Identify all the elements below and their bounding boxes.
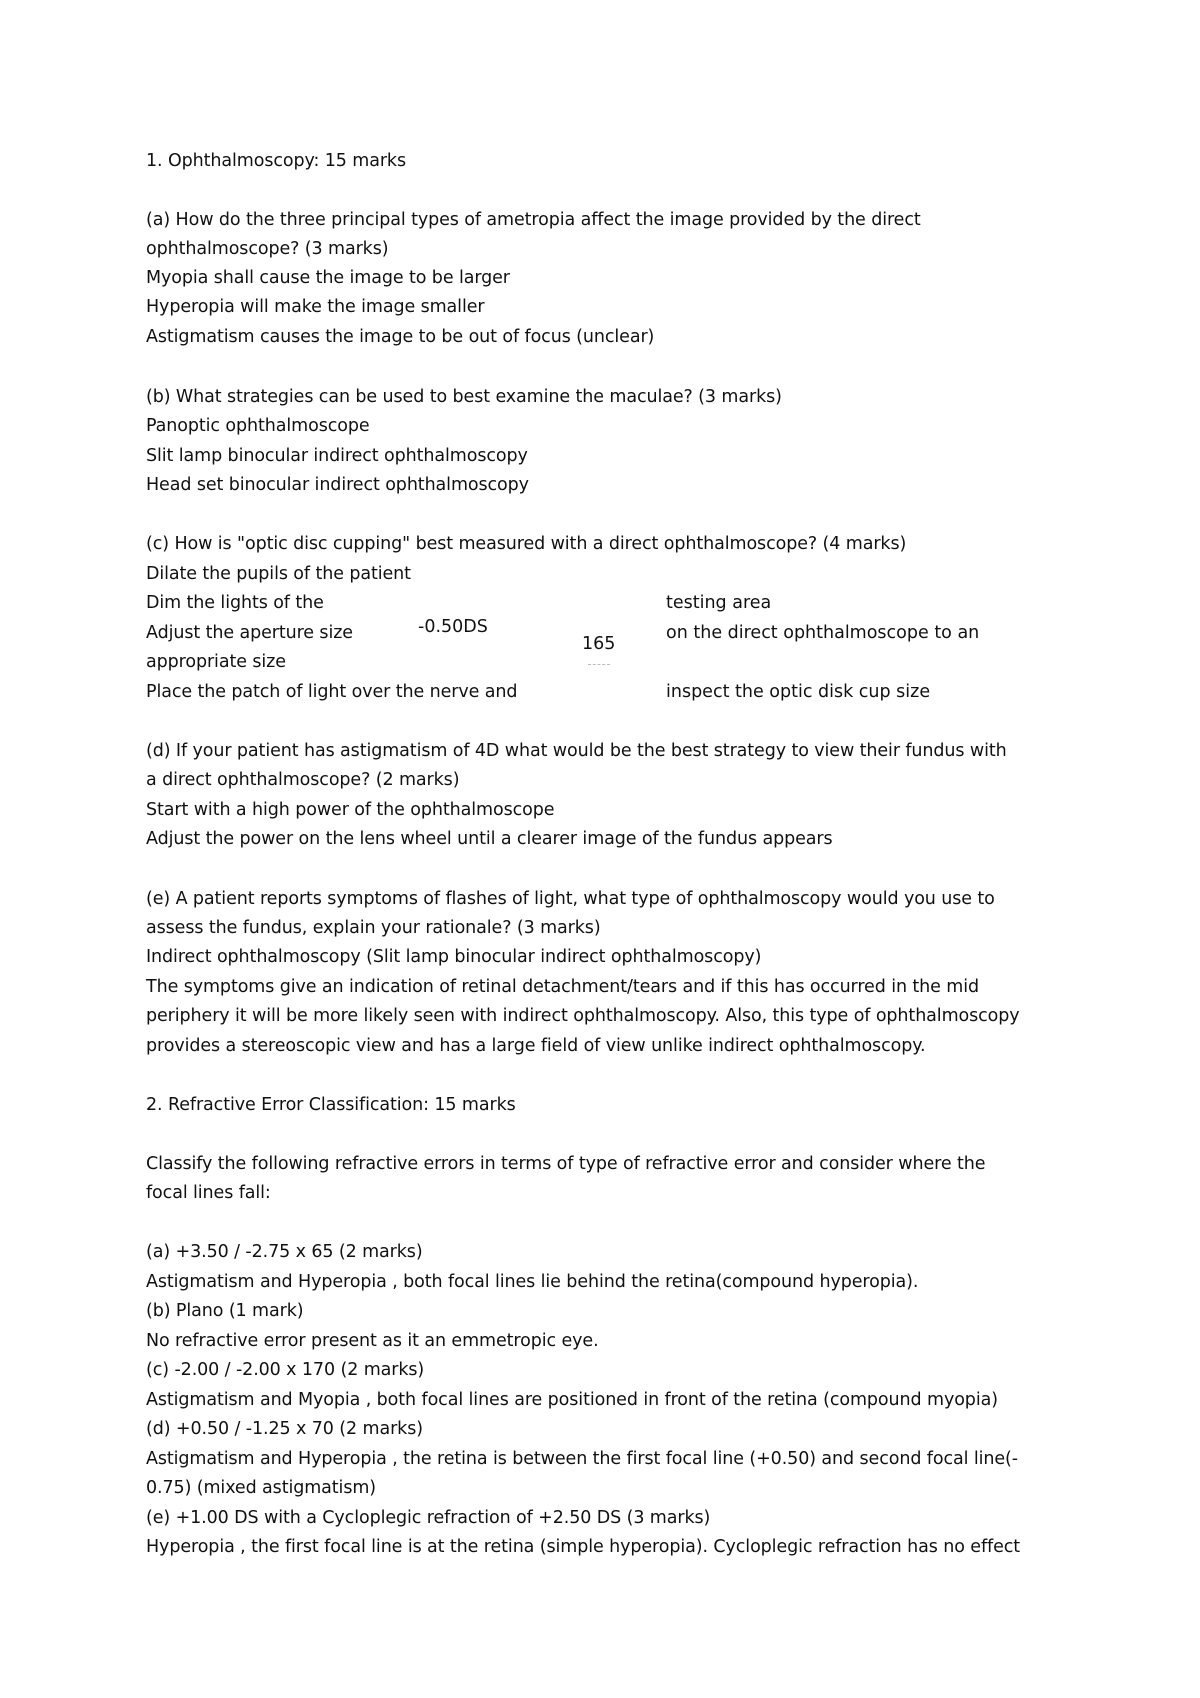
q1c-question: (c) How is "optic disc cupping" best measured with a direct ophthalmoscope? (4 marks) — [146, 534, 907, 554]
q1e-question-line1: (e) A patient reports symptoms of flashes of light, what type of ophthalmoscopy would you use to — [146, 889, 995, 909]
q1a-question-line1: (a) How do the three principal types of ametropia affect the image provided by the direct — [146, 210, 921, 230]
q1b-answer-2: Slit lamp binocular indirect ophthalmoscopy — [146, 446, 528, 466]
q1c-answer-2-right: testing area — [666, 593, 772, 613]
q2d-answer-line1: Astigmatism and Hyperopia , the retina is between the first focal line (+0.50) and second focal line(- — [146, 1449, 1018, 1469]
q1b-question: (b) What strategies can be used to best examine the maculae? (3 marks) — [146, 387, 782, 407]
q1d-answer-1: Start with a high power of the ophthalmoscope — [146, 800, 555, 820]
q2c-answer: Astigmatism and Myopia , both focal lines are positioned in front of the retina (compound myopia) — [146, 1390, 998, 1410]
q1d-question-line2: a direct ophthalmoscope? (2 marks) — [146, 770, 460, 790]
q1c-overlay-number: 165 — [582, 634, 616, 654]
q1a-answer-1: Myopia shall cause the image to be larger — [146, 268, 510, 288]
q1c-overlay-ds: -0.50DS — [418, 617, 488, 637]
q2c-question: (c) -2.00 / -2.00 x 170 (2 marks) — [146, 1360, 425, 1380]
q1c-answer-1: Dilate the pupils of the patient — [146, 564, 411, 584]
q1a-answer-2: Hyperopia will make the image smaller — [146, 297, 485, 317]
q1e-answer-4: provides a stereoscopic view and has a large field of view unlike indirect ophthalmoscopy. — [146, 1036, 926, 1056]
q2b-question: (b) Plano (1 mark) — [146, 1301, 304, 1321]
q2a-question: (a) +3.50 / -2.75 x 65 (2 marks) — [146, 1242, 423, 1262]
q1e-answer-1: Indirect ophthalmoscopy (Slit lamp binocular indirect ophthalmoscopy) — [146, 947, 762, 967]
q2a-answer: Astigmatism and Hyperopia , both focal lines lie behind the retina(compound hyperopia). — [146, 1272, 919, 1292]
q1c-answer-3-right: on the direct ophthalmoscope to an — [666, 623, 980, 643]
q2-intro-line1: Classify the following refractive errors in terms of type of refractive error and consider where the — [146, 1154, 986, 1174]
q1c-answer-5-right: inspect the optic disk cup size — [666, 682, 931, 702]
q1c-answer-5-left: Place the patch of light over the nerve and — [146, 682, 518, 702]
q2b-answer: No refractive error present as it an emmetropic eye. — [146, 1331, 599, 1351]
q1b-answer-3: Head set binocular indirect ophthalmoscopy — [146, 475, 529, 495]
q1a-answer-3: Astigmatism causes the image to be out of focus (unclear) — [146, 327, 655, 347]
q1-heading: 1. Ophthalmoscopy: 15 marks — [146, 151, 406, 171]
q1d-answer-2: Adjust the power on the lens wheel until a clearer image of the fundus appears — [146, 829, 833, 849]
q1b-answer-1: Panoptic ophthalmoscope — [146, 416, 370, 436]
q2-heading: 2. Refractive Error Classification: 15 marks — [146, 1095, 516, 1115]
q2e-answer: Hyperopia , the first focal line is at the retina (simple hyperopia). Cycloplegic refraction has no effect — [146, 1537, 1021, 1557]
q1e-answer-2: The symptoms give an indication of retinal detachment/tears and if this has occurred in the mid — [146, 977, 980, 997]
q2-intro-line2: focal lines fall: — [146, 1183, 271, 1203]
q1c-answer-3-left: Adjust the aperture size — [146, 623, 353, 643]
q1c-answer-4: appropriate size — [146, 652, 286, 672]
q2e-question: (e) +1.00 DS with a Cycloplegic refraction of +2.50 DS (3 marks) — [146, 1508, 711, 1528]
q2d-answer-line2: 0.75) (mixed astigmatism) — [146, 1478, 377, 1498]
overlay-dash-mark — [588, 664, 610, 665]
q1c-answer-2-left: Dim the lights of the — [146, 593, 324, 613]
q1a-question-line2: ophthalmoscope? (3 marks) — [146, 239, 389, 259]
q1e-answer-3: periphery it will be more likely seen with indirect ophthalmoscopy. Also, this type of ophthalmoscopy — [146, 1006, 1020, 1026]
q1d-question-line1: (d) If your patient has astigmatism of 4D what would be the best strategy to view their fundus with — [146, 741, 1007, 761]
q2d-question: (d) +0.50 / -1.25 x 70 (2 marks) — [146, 1419, 423, 1439]
q1e-question-line2: assess the fundus, explain your rationale? (3 marks) — [146, 918, 601, 938]
